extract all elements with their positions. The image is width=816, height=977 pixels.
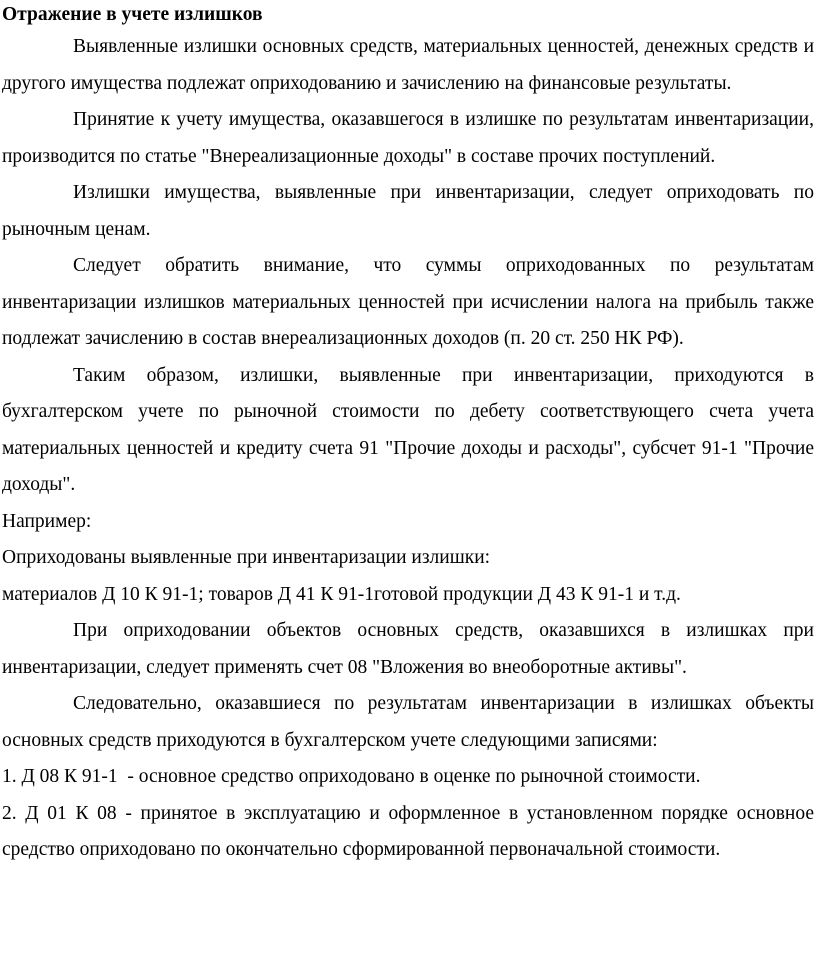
paragraph-consequently-block [2,686,814,869]
paragraph-consequently: Следовательно, оказавшиеся по результатам инвентаризации в излишках объекты основных средств приходуются в бухгалтерском учете следующими записями: [2,693,814,751]
paragraph-acceptance: Принятие к учету имущества, оказавшегося в излишке по результатам инвентаризации, производится по статье "Внереализационные доходы" в составе прочих поступлений. [2,109,814,167]
paragraph-surplus-identified: Выявленные излишки основных средств, материальных ценностей, денежных средств и другого имущества подлежат оприходованию и зачислению на финансовые результаты. [2,36,814,94]
example-label: Например: [2,510,92,532]
document-title: Отражение в учете излишков [2,4,263,25]
paragraph-thus: Таким образом, излишки, выявленные при инвентаризации, приходуются в бухгалтерском учете по рыночной стоимости по дебету соответствующего счета учета материальных ценностей и кредиту счета 91 "Прочие доходы и расходы", субсчет 91-1 "Прочие доходы". [2,364,814,495]
paragraph-profit-tax: Следует обратить внимание, что суммы оприходованных по результатам инвентаризации излишков материальных ценностей при исчислении налога на прибыль также подлежат зачислению в состав внереализационных доходов (п. 20 ст. 250 НК РФ). [2,255,814,349]
entry-1: 1. Д 08 К 91-1 - основное средство оприходовано в оценке по рыночной стоимости. [2,766,701,787]
example-line-1: Оприходованы выявленные при инвентаризации излишки: [2,547,491,568]
paragraph-market-prices: Излишки имущества, выявленные при инвентаризации, следует оприходовать по рыночным ценам. [2,182,814,240]
entry-2: 2. Д 01 К 08 - принятое в эксплуатацию и оформленное в установленном порядке основное средство оприходовано по окончательно сформированной первоначальной стоимости. [2,802,814,860]
paragraph-fixed-assets: При оприходовании объектов основных средств, оказавшихся в излишках при инвентаризации, следует применять счет 08 "Вложения во внеоборотные активы". [2,620,814,678]
example-line-2: материалов Д 10 К 91-1; товаров Д 41 К 91-1готовой продукции Д 43 К 91-1 и т.д. [2,583,681,605]
document-body [2,0,814,869]
